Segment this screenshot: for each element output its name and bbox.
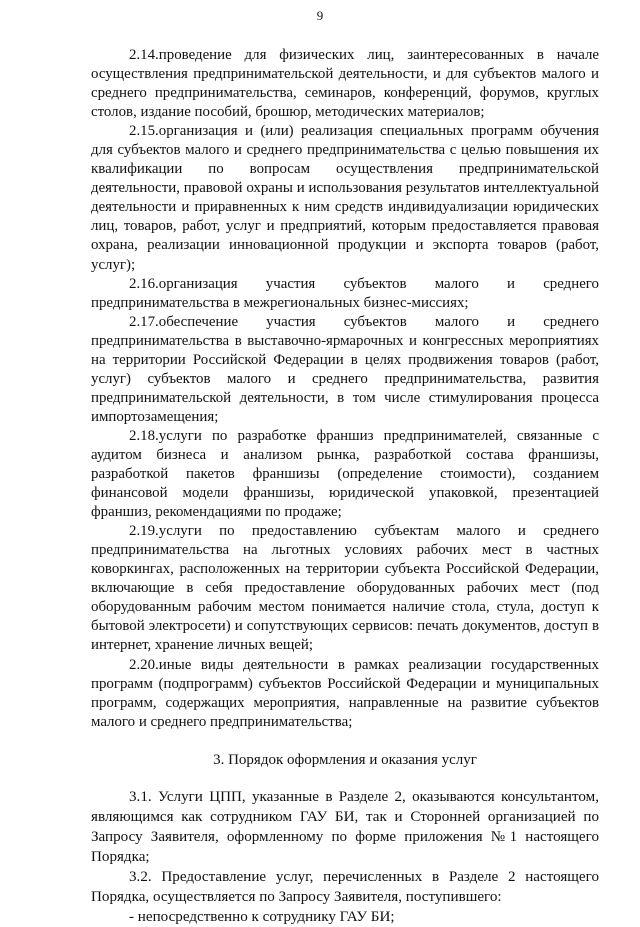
page-number: 9 (316, 8, 324, 23)
section-3-body (91, 787, 599, 927)
paragraph-2-14: 2.14.проведение для физических лиц, заинтересованных в начале осуществления предпринимательской деятельности, и для субъектов малого и среднего предпринимательства, семинаров, конференций, форумов, круглых столов, издание пособий, брошюр, методических материалов; (91, 47, 599, 121)
paragraph-3-2: 3.2. Предоставление услуг, перечисленных в Разделе 2 настоящего Порядка, осуществляется по Запросу Заявителя, поступившего: (91, 868, 599, 905)
list-item-direct: - непосредственно к сотруднику ГАУ БИ; (129, 908, 395, 925)
paragraph-2-18: 2.18.услуги по разработке франшиз предпринимателей, связанные с аудитом бизнеса и анализом рынка, разработкой состава франшизы, разработкой пакетов франшизы (определение стоимости), созданием финансовой модели франшизы, юридической упаковкой, презентацией франшиз, рекомендациями по продаже; (91, 427, 599, 521)
section-heading: 3. Порядок оформления и оказания услуг (213, 751, 477, 768)
paragraph-2-15: 2.15.организация и (или) реализация специальных программ обучения для субъектов малого и среднего предпринимательства с целью повышения их квалификации по вопросам осуществления предпринимательской деятельности, правовой охраны и использования результатов интеллектуальной деятельности и приравненных к ним средств индивидуализации юридических лиц, товаров, работ, услуг и предприятий, которым предоставляется правовая охрана, реализации инновационной продукции и экспорта товаров (работ, услуг); (91, 123, 599, 273)
paragraph-2-20: 2.20.иные виды деятельности в рамках реализации государственных программ (подпрограмм) субъектов Российской Федерации и муниципальных программ, содержащих мероприятия, направленные на развитие субъектов малого и среднего предпринимательства; (91, 656, 599, 730)
paragraph-2-19: 2.19.услуги по предоставлению субъектам малого и среднего предпринимательства на льготных условиях рабочих мест в частных коворкингах, расположенных на территории субъекта Российской Федерации, включающие в себя предоставление оборудованных рабочих мест (под оборудованным рабочим местом понимается наличие стола, стула, доступ к бытовой электросети) и сопутствующих сервисов: печать документов, доступ в интернет, хранение личных вещей; (91, 523, 599, 654)
document-body (91, 46, 599, 927)
paragraph-2-16: 2.16.организация участия субъектов малого и среднего предпринимательства в межрегиональных бизнес-миссиях; (91, 275, 599, 311)
paragraph-3-1: 3.1. Услуги ЦПП, указанные в Разделе 2, оказываются консультантом, являющимся как сотрудником ГАУ БИ, так и Сторонней организацией по Запросу Заявителя, оформленному по форме приложения №1 настоящего Порядка; (91, 788, 599, 865)
paragraph-2-17: 2.17.обеспечение участия субъектов малого и среднего предпринимательства в выставочно-ярмарочных и конгрессных мероприятиях на территории Российской Федерации в целях продвижения товаров (работ, услуг) субъектов малого и среднего предпринимательства, развития предпринимательской деятельности, в том числе стимулирования процесса импортозамещения; (91, 313, 599, 425)
